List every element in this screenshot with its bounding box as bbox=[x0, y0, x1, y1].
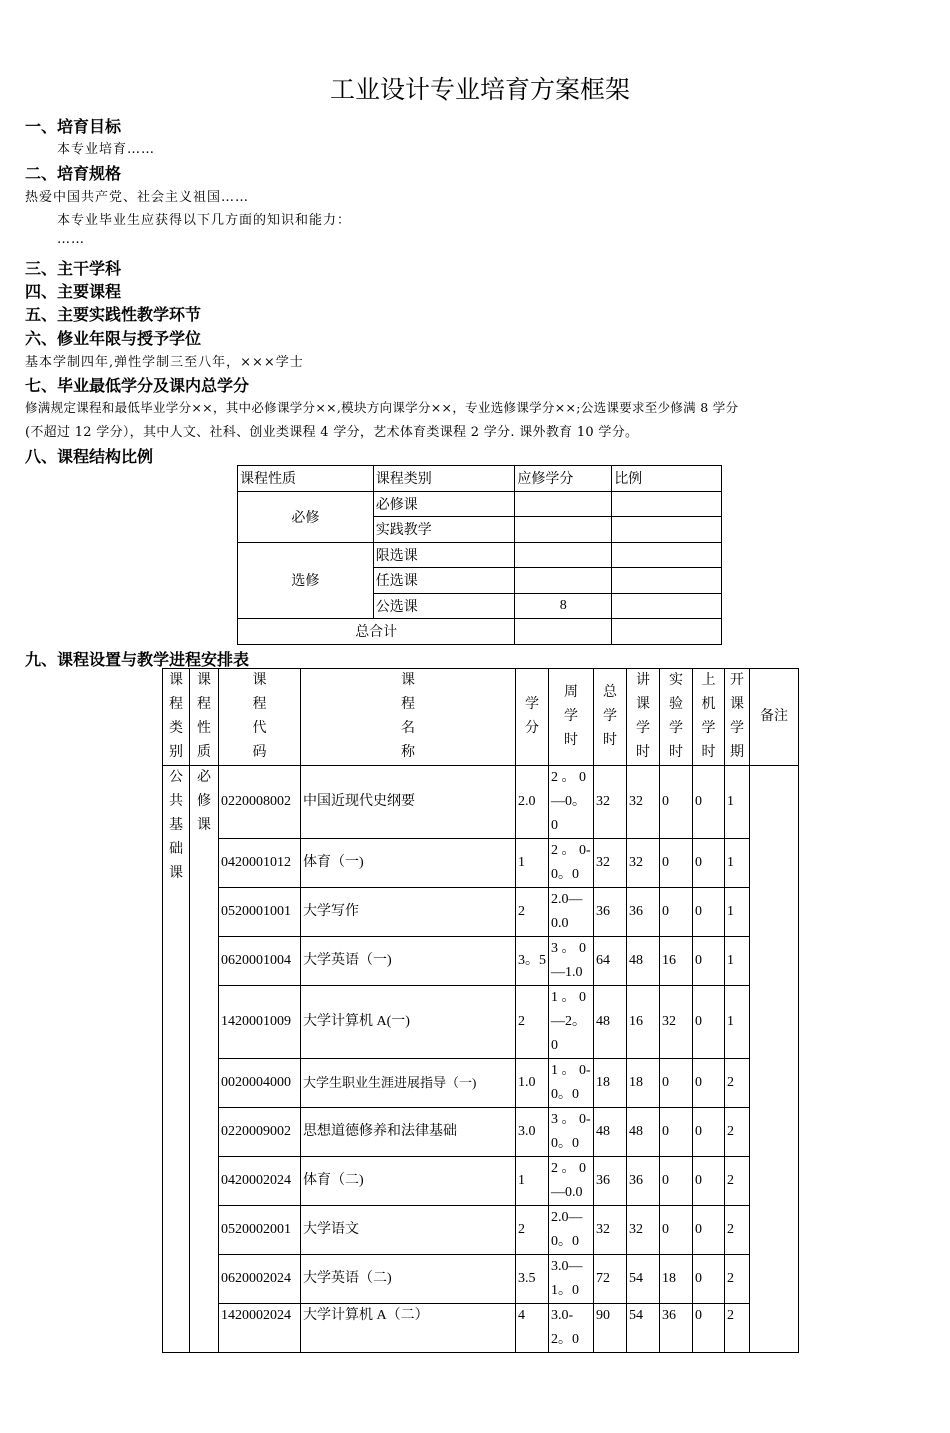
credits-cell bbox=[515, 619, 612, 645]
group-elective: 选修 bbox=[238, 542, 374, 619]
section-2-heading: 二、培育规格 bbox=[25, 164, 122, 183]
table-header-row bbox=[238, 466, 722, 492]
term: 1 bbox=[725, 839, 750, 888]
credits-cell: 8 bbox=[515, 593, 612, 619]
credits: 3。5 bbox=[516, 937, 549, 986]
group-required: 必修 bbox=[238, 491, 374, 542]
lecture-hours: 32 bbox=[627, 839, 660, 888]
credits: 2 bbox=[516, 1206, 549, 1255]
table-row bbox=[238, 542, 722, 568]
section-1-heading: 一、培育目标 bbox=[25, 117, 122, 136]
computer-hours: 0 bbox=[693, 888, 725, 937]
term: 1 bbox=[725, 937, 750, 986]
course-code: 0020004000 bbox=[219, 1059, 301, 1108]
section-3-heading: 三、主干学科 bbox=[25, 259, 122, 278]
term: 2 bbox=[725, 1206, 750, 1255]
lecture-hours: 32 bbox=[627, 766, 660, 839]
section-6-heading: 六、修业年限与授予学位 bbox=[25, 329, 202, 348]
category-cell: 限选课 bbox=[373, 542, 515, 568]
term: 2 bbox=[725, 1304, 750, 1353]
computer-hours: 0 bbox=[693, 1304, 725, 1353]
credits: 2 bbox=[516, 986, 549, 1059]
computer-hours: 0 bbox=[693, 1206, 725, 1255]
table-row bbox=[163, 1157, 799, 1206]
header-cell: 课程性质 bbox=[190, 669, 219, 766]
weekly-hours: 3.0—1。0 bbox=[549, 1255, 594, 1304]
course-type-cell: 公共基础课 bbox=[163, 766, 190, 1353]
total-hours: 32 bbox=[594, 766, 627, 839]
table-row bbox=[163, 937, 799, 986]
term: 1 bbox=[725, 888, 750, 937]
lecture-hours: 54 bbox=[627, 1255, 660, 1304]
header-cell: 课程性质 bbox=[238, 466, 374, 492]
header-cell: 学分 bbox=[516, 669, 549, 766]
lecture-hours: 48 bbox=[627, 1108, 660, 1157]
computer-hours: 0 bbox=[693, 986, 725, 1059]
section-2-line-2: 本专业毕业生应获得以下几方面的知识和能力： bbox=[57, 213, 352, 228]
table-row bbox=[163, 1304, 799, 1353]
computer-hours: 0 bbox=[693, 766, 725, 839]
table-row bbox=[163, 766, 799, 839]
section-1-text: 本专业培育…… bbox=[57, 142, 156, 157]
lecture-hours: 32 bbox=[627, 1206, 660, 1255]
credits-cell bbox=[515, 517, 612, 543]
term: 1 bbox=[725, 766, 750, 839]
section-8-heading: 八、课程结构比例 bbox=[25, 447, 154, 466]
credits: 4 bbox=[516, 1304, 549, 1353]
lecture-hours: 54 bbox=[627, 1304, 660, 1353]
header-cell: 课程类别 bbox=[373, 466, 515, 492]
computer-hours: 0 bbox=[693, 1059, 725, 1108]
section-9-heading: 九、课程设置与教学进程安排表 bbox=[25, 650, 250, 669]
remarks-cell bbox=[750, 766, 799, 1353]
header-cell: 比例 bbox=[612, 466, 722, 492]
table-row bbox=[163, 888, 799, 937]
course-structure-table bbox=[237, 465, 722, 645]
section-7-line-2: (不超过 12 学分），其中人文、社科、创业类课程 4 学分，艺术体育类课程 2 学分. 课外教育 10 学分。 bbox=[25, 425, 639, 440]
term: 2 bbox=[725, 1108, 750, 1157]
section-7-heading: 七、毕业最低学分及课内总学分 bbox=[25, 376, 250, 395]
ratio-cell bbox=[612, 491, 722, 517]
term: 2 bbox=[725, 1157, 750, 1206]
section-2-line-1: 热爱中国共产党、社会主义祖国…… bbox=[25, 190, 250, 205]
header-cell: 应修学分 bbox=[515, 466, 612, 492]
course-name: 大学英语（一) bbox=[301, 937, 516, 986]
lecture-hours: 48 bbox=[627, 937, 660, 986]
header-cell: 周学时 bbox=[549, 669, 594, 766]
lab-hours: 0 bbox=[660, 888, 693, 937]
table-header-row bbox=[163, 669, 799, 766]
lab-hours: 0 bbox=[660, 1157, 693, 1206]
total-hours: 36 bbox=[594, 888, 627, 937]
lab-hours: 0 bbox=[660, 1059, 693, 1108]
credits-cell bbox=[515, 568, 612, 594]
table-row bbox=[163, 1255, 799, 1304]
table-row bbox=[163, 1206, 799, 1255]
lab-hours: 0 bbox=[660, 1206, 693, 1255]
ratio-cell bbox=[612, 568, 722, 594]
weekly-hours: 2.0—0.0 bbox=[549, 888, 594, 937]
header-cell: 备注 bbox=[750, 669, 799, 766]
course-name: 中国近现代史纲要 bbox=[301, 766, 516, 839]
category-cell: 必修课 bbox=[373, 491, 515, 517]
header-cell: 总学时 bbox=[594, 669, 627, 766]
header-cell: 实验学时 bbox=[660, 669, 693, 766]
section-7-line-1: 修满规定课程和最低毕业学分××，其中必修课学分××,模块方向课学分××，专业选修课学分××;公选课要求至少修满 8 学分 bbox=[25, 400, 739, 415]
term: 2 bbox=[725, 1059, 750, 1108]
course-name: 大学计算机 A（二） bbox=[301, 1304, 516, 1353]
total-hours: 48 bbox=[594, 1108, 627, 1157]
category-cell: 实践教学 bbox=[373, 517, 515, 543]
credits: 2 bbox=[516, 888, 549, 937]
course-code: 0420001012 bbox=[219, 839, 301, 888]
lecture-hours: 36 bbox=[627, 888, 660, 937]
lab-hours: 16 bbox=[660, 937, 693, 986]
total-row bbox=[238, 619, 722, 645]
header-cell: 开课学期 bbox=[725, 669, 750, 766]
ratio-cell bbox=[612, 619, 722, 645]
course-name: 大学语文 bbox=[301, 1206, 516, 1255]
total-hours: 90 bbox=[594, 1304, 627, 1353]
computer-hours: 0 bbox=[693, 1108, 725, 1157]
lab-hours: 0 bbox=[660, 766, 693, 839]
course-code: 0220008002 bbox=[219, 766, 301, 839]
lab-hours: 0 bbox=[660, 839, 693, 888]
ratio-cell bbox=[612, 542, 722, 568]
lab-hours: 18 bbox=[660, 1255, 693, 1304]
lab-hours: 36 bbox=[660, 1304, 693, 1353]
credits: 1.0 bbox=[516, 1059, 549, 1108]
weekly-hours: 1 。 0—2。0 bbox=[549, 986, 594, 1059]
table-row bbox=[238, 491, 722, 517]
header-cell: 上机学时 bbox=[693, 669, 725, 766]
course-name: 思想道德修养和法律基础 bbox=[301, 1108, 516, 1157]
table-row bbox=[163, 1059, 799, 1108]
credits-cell bbox=[515, 542, 612, 568]
course-name: 大学写作 bbox=[301, 888, 516, 937]
ratio-cell bbox=[612, 517, 722, 543]
course-code: 0520001001 bbox=[219, 888, 301, 937]
term: 2 bbox=[725, 1255, 750, 1304]
credits: 1 bbox=[516, 1157, 549, 1206]
course-code: 1420002024 bbox=[219, 1304, 301, 1353]
total-label: 总合计 bbox=[238, 619, 515, 645]
course-name: 大学英语（二) bbox=[301, 1255, 516, 1304]
course-code: 0620001004 bbox=[219, 937, 301, 986]
total-hours: 72 bbox=[594, 1255, 627, 1304]
credits: 1 bbox=[516, 839, 549, 888]
course-name: 大学生职业生涯进展指导（一) bbox=[301, 1059, 516, 1108]
section-5-heading: 五、主要实践性教学环节 bbox=[25, 305, 202, 324]
total-hours: 18 bbox=[594, 1059, 627, 1108]
credits-cell bbox=[515, 491, 612, 517]
section-4-heading: 四、主要课程 bbox=[25, 282, 122, 301]
total-hours: 32 bbox=[594, 839, 627, 888]
lab-hours: 0 bbox=[660, 1108, 693, 1157]
weekly-hours: 2 。 0—0.0 bbox=[549, 1157, 594, 1206]
ratio-cell bbox=[612, 593, 722, 619]
lecture-hours: 36 bbox=[627, 1157, 660, 1206]
course-name: 大学计算机 A(一) bbox=[301, 986, 516, 1059]
computer-hours: 0 bbox=[693, 1157, 725, 1206]
course-code: 1420001009 bbox=[219, 986, 301, 1059]
course-nature-cell: 必修课 bbox=[190, 766, 219, 1353]
header-cell: 课程代码 bbox=[219, 669, 301, 766]
weekly-hours: 2 。 0-0。0 bbox=[549, 839, 594, 888]
lab-hours: 32 bbox=[660, 986, 693, 1059]
weekly-hours: 3.0-2。0 bbox=[549, 1304, 594, 1353]
course-name: 体育（二) bbox=[301, 1157, 516, 1206]
course-name: 体育（一) bbox=[301, 839, 516, 888]
category-cell: 公选课 bbox=[373, 593, 515, 619]
header-cell: 课程名称 bbox=[301, 669, 516, 766]
lecture-hours: 16 bbox=[627, 986, 660, 1059]
course-code: 0520002001 bbox=[219, 1206, 301, 1255]
weekly-hours: 3 。 0—1.0 bbox=[549, 937, 594, 986]
credits: 3.0 bbox=[516, 1108, 549, 1157]
header-cell: 课程类别 bbox=[163, 669, 190, 766]
table-row bbox=[163, 839, 799, 888]
table-row bbox=[163, 986, 799, 1059]
course-code: 0620002024 bbox=[219, 1255, 301, 1304]
category-cell: 任选课 bbox=[373, 568, 515, 594]
computer-hours: 0 bbox=[693, 839, 725, 888]
total-hours: 36 bbox=[594, 1157, 627, 1206]
credits: 2.0 bbox=[516, 766, 549, 839]
total-hours: 48 bbox=[594, 986, 627, 1059]
course-code: 0420002024 bbox=[219, 1157, 301, 1206]
header-cell: 讲课学时 bbox=[627, 669, 660, 766]
computer-hours: 0 bbox=[693, 1255, 725, 1304]
document-title: 工业设计专业培育方案框架 bbox=[329, 75, 630, 104]
section-2-line-3: …… bbox=[57, 232, 85, 247]
course-schedule-table bbox=[162, 668, 799, 1353]
weekly-hours: 2 。 0—0。0 bbox=[549, 766, 594, 839]
credits: 3.5 bbox=[516, 1255, 549, 1304]
lecture-hours: 18 bbox=[627, 1059, 660, 1108]
term: 1 bbox=[725, 986, 750, 1059]
total-hours: 64 bbox=[594, 937, 627, 986]
course-code: 0220009002 bbox=[219, 1108, 301, 1157]
computer-hours: 0 bbox=[693, 937, 725, 986]
section-6-text: 基本学制四年,弹性学制三至八年，×××学士 bbox=[25, 355, 304, 370]
table-row bbox=[163, 1108, 799, 1157]
weekly-hours: 2.0—0。0 bbox=[549, 1206, 594, 1255]
total-hours: 32 bbox=[594, 1206, 627, 1255]
weekly-hours: 3 。 0-0。0 bbox=[549, 1108, 594, 1157]
weekly-hours: 1 。 0-0。0 bbox=[549, 1059, 594, 1108]
